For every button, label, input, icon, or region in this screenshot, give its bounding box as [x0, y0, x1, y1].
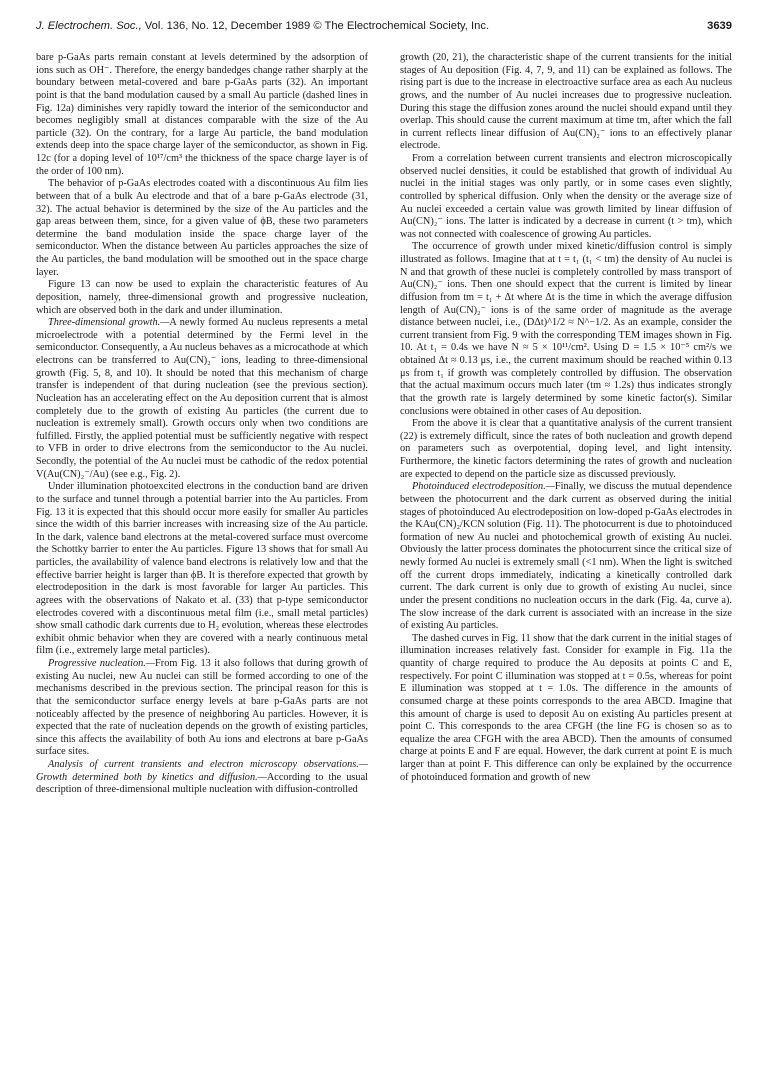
- paragraph: Under illumination photoexcited electrons in the conduction band are driven to the surface and tunnel through a potential barrier into the Au particles. From Fig. 13 it is expected that this should occur more easily for smaller Au particles since the width of this barrier increases with increasing size of the Au particle. In the dark, valence band electrons at the metal-covered surface must overcome the Schottky barrier to enter the Au particles. Figure 13 shows that for small Au particles, the availability of valence band electrons is relatively low and that the effective barrier height is larger than ϕB. It is therefore expected that growth by electrodeposition in the dark is most favorable for larger Au particles. This agrees with the observations of Nakato et al. (33) that p-type semiconductor electrodes covered with a discontinuous metal film (i.e., small metal particles) show small cathodic dark currents due to H₂ evolution, whereas these electrodes exhibit ohmic behavior when they are covered with a nearly continuous metal film (i.e., extremely large metal particles).: [36, 481, 368, 657]
- paragraph: The dashed curves in Fig. 11 show that the dark current in the initial stages of illumination increases relatively fast. Consider for example in Fig. 11a the quantity of charge required to produce the Au deposits at points C and E, respectively. For point C illumination was stopped at t = 0.5s, whereas for point E illumination was stopped at t = 1.0s. The difference in the amounts of consumed charge at these points corresponds to the area ABCD. Imagine that this amount of charge is used to deposit Au on existing Au particles present at point C. This corresponds to the area CFGH (the line FG is chosen so as to equalize the area CFGH with the area ABCD). Then the amounts of consumed charge at points E and F are equal. However, the dark current at point E is much larger than at point F. This difference can only be explained by the occurrence of photoinduced formation and growth of new: [400, 632, 732, 783]
- journal-name: J. Electrochem. Soc.,: [36, 20, 142, 32]
- paragraph: From the above it is clear that a quantitative analysis of the current transient (22) is extremely difficult, since the rates of both nucleation and growth depend on parameters such as overpotential, doping level, and light intensity. Furthermore, the kinetic factors determining the rates of growth and nucleation are expected to depend on the particle size as discussed previously.: [400, 418, 732, 480]
- paragraph: growth (20, 21), the characteristic shape of the current transients for the initial stages of Au deposition (Fig. 4, 7, 9, and 11) can be explained as follows. The rising part is due to the increase in electroactive surface area as each Au nucleus grows, and the number of Au nuclei increases due to progressive nucleation. During this stage the diffusion zones around the nuclei should expand until they overlap. This should cause the current maximum at time tm, after which the fall in current reflects linear diffusion of Au(CN)₂⁻ ions to an effectively planar electrode.: [400, 52, 732, 152]
- paragraph-text: From Fig. 13 it also follows that during growth of existing Au nuclei, new Au nuclei can still be formed according to one of the mechanisms described in the previous section. The principal reason for this is that the semiconductor surface energy levels at bare p-GaAs parts are not noticeably affected by the presence of neighboring Au particles. However, it is expected that the rate of nucleation depends on the growth of existing particles, since this affects the availability of both Au ions and electrons at bare p-GaAs surface sites.: [36, 658, 368, 758]
- page-number: 3639: [707, 20, 732, 32]
- paragraph: The occurrence of growth under mixed kinetic/diffusion control is simply illustrated as follows. Imagine that at t = t₁ (t₁ < tm) the density of Au nuclei is N and that growth of these nuclei is completely controlled by mass transport of Au(CN)₂⁻ ions. Then one should expect that the current is limited by linear diffusion from tm = t₁ + Δt where Δt is the time in which the average diffusion length of Au(CN)₂⁻ ions is of the same order of magnitude as the average distance between nuclei, i.e., (DΔt)^1/2 ≈ N^−1/2. As an example, consider the current transient from Fig. 9 with the corresponding TEM images shown in Fig. 10. At t₁ = 0.4s we have N ≈ 5 × 10¹¹/cm². Using D = 1.5 × 10⁻⁵ cm²/s we obtained Δt ≈ 0.13 μs, i.e., the current maximum should be reached within 0.13 μs from t₁ if growth was completely controlled by diffusion. The observation that the actual maximum occurs much later (tm ≈ 1.2s) thus indicates strongly that the growth rate is largely determined by some kinetic factor(s). Similar conclusions were obtained in other cases of Au deposition.: [400, 241, 732, 417]
- paragraph-text: Finally, we discuss the mutual dependence between the photocurrent and the dark current as observed during the initial stages of photoinduced Au electrodeposition on low-doped p-GaAs electrodes in the KAu(CN)₂/KCN solution (Fig. 11). The photocurrent is due to photoinduced formation of new Au nuclei and photochemical growth of existing Au nuclei. Obviously the latter process dominates the photocurrent since the critical size of newly formed Au nuclei is extremely small (<1 nm). When the light is switched off the current drops immediately, indicating a kinetically controlled dark current. The dark current is only due to growth of existing Au nuclei, since under the present conditions no nucleation occurs in the dark (Fig. 4a, curve a). The slow increase of the dark current is associated with an increase in the size of existing Au particles.: [400, 481, 732, 632]
- section-heading: Analysis of current transients and electron microscopy observations.—Growth determined both by kinetics and diffusion.—: [36, 759, 368, 783]
- paragraph: The behavior of p-GaAs electrodes coated with a discontinuous Au film lies between that of a bulk Au electrode and that of a bare p-GaAs electrode (31, 32). The actual behavior is determined by the size of the Au particles and the gap areas between them, since, for a given value of ϕB, these two parameters determine the band modulation inside the space charge layer of the semiconductor. When the distance between Au particles approaches the size of the Au particles, the band modulation will be smoothed out in the space charge layer.: [36, 178, 368, 278]
- left-column: [36, 52, 368, 1062]
- paragraph: bare p-GaAs parts remain constant at levels determined by the adsorption of ions such as OH⁻. Therefore, the energy bandedges change rather sharply at the boundary between metal-covered and bare p-GaAs parts (32). An important point is that the band modulation caused by a small Au particle (dashed lines in Fig. 12a) diminishes very rapidly toward the interior of the semiconductor and becomes negligibly small at distances comparable with the size of the Au particle (32). On the contrary, for a large Au particle, the band modulation extends deep into the space charge layer of the semiconductor, as shown in Fig. 12c (for a doping level of 10¹⁷/cm³ the thickness of the space charge layer is of the order of 100 nm).: [36, 52, 368, 177]
- paragraph: From a correlation between current transients and electron microscopically observed nuclei densities, it could be established that growth of individual Au nuclei in the initial stages was only partly, or in some cases even slightly, controlled by spherical diffusion. Only when the density or the average size of Au nuclei exceeded a certain value was growth limited by linear diffusion of Au(CN)₂⁻ ions. The latter is indicated by a decrease in current (t > tm), which was not connected with coalescence of growing Au particles.: [400, 153, 732, 240]
- section-heading: Photoinduced electrodeposition.—: [412, 481, 555, 493]
- paragraph-text: A newly formed Au nucleus represents a metal microelectrode with a potential determined by the Fermi level in the semiconductor. Consequently, a Au nucleus behaves as a microcathode at which electrons can be transferred to Au(CN)₂⁻ ions, leading to three-dimensional growth (Fig. 5, 8, and 10). It should be noted that this mechanism of charge transfer is independent of that during nucleation (see the previous section). Nucleation has an accelerating effect on the Au deposition current that is almost completely due to the growth of existing Au particles (the current due to nucleation is extremely small). Growth occurs only when two conditions are fulfilled. Firstly, the applied potential must be sufficiently negative with respect to VFB in order to drive electrons from the semiconductor to the Au nuclei. Secondly, the potential of the Au nuclei must be cathodic of the redox potential V(Au(CN)₂⁻/Au) (see e.g., Fig. 2).: [36, 317, 368, 480]
- paragraph: [36, 658, 368, 759]
- paragraph: [36, 317, 368, 481]
- paragraph: [400, 481, 732, 633]
- running-header: [36, 20, 732, 36]
- paragraph: Figure 13 can now be used to explain the characteristic features of Au deposition, namely, three-dimensional growth and progressive nucleation, which are observed both in the dark and under illumination.: [36, 279, 368, 316]
- paragraph-text: According to the usual description of three-dimensional multiple nucleation with diffusion-controlled: [36, 771, 368, 796]
- section-heading: Progressive nucleation.—: [48, 658, 156, 669]
- section-heading: Three-dimensional growth.—: [48, 317, 170, 329]
- paragraph: [36, 759, 368, 797]
- volume-info: Vol. 136, No. 12, December 1989 © The Electrochemical Society, Inc.: [141, 20, 490, 32]
- right-column: [400, 52, 732, 1062]
